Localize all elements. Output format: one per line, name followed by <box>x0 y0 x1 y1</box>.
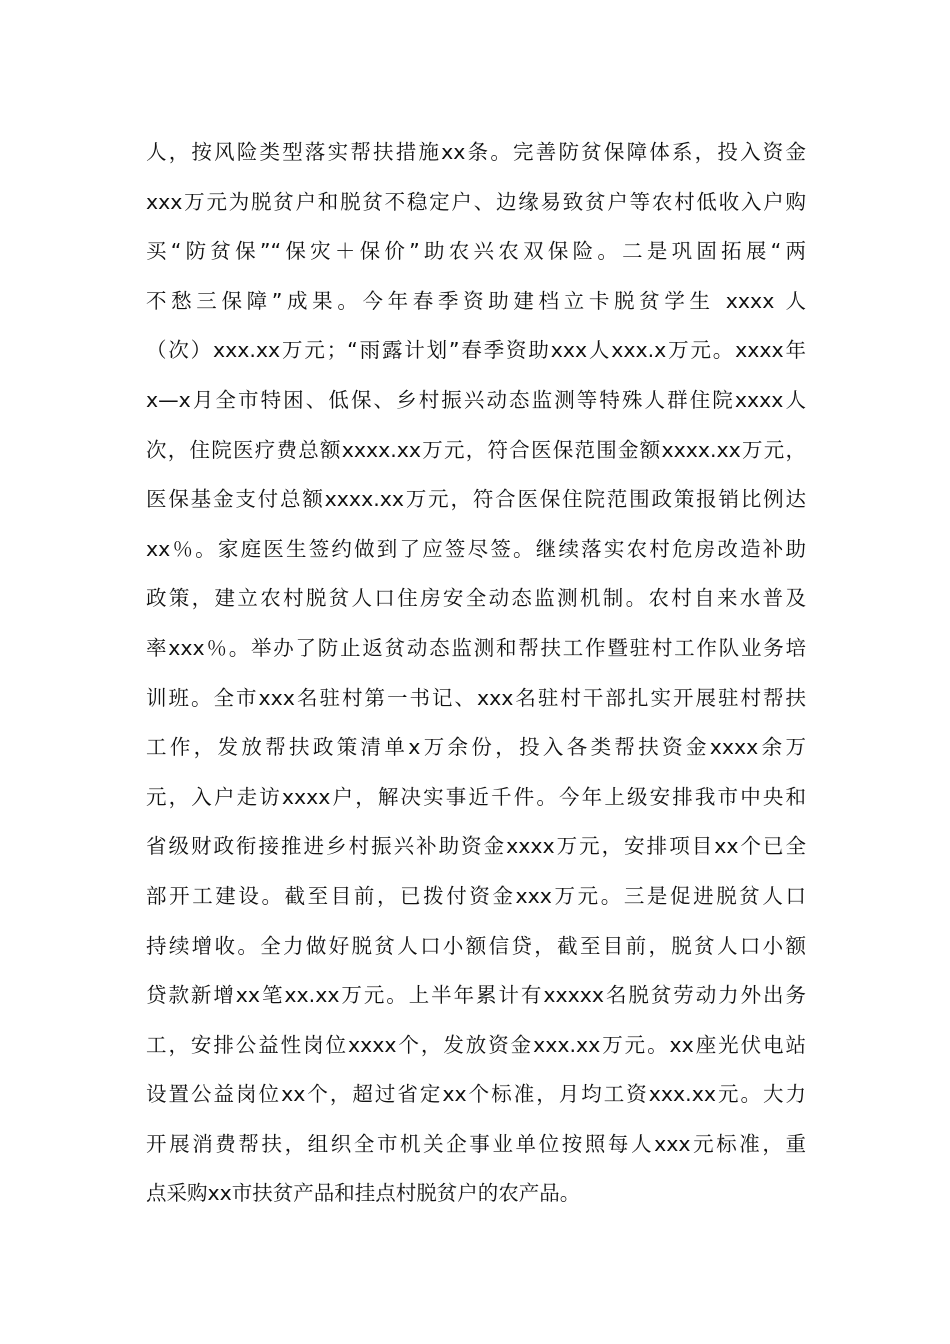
text-line: 工作，发放帮扶政策清单x万余份，投入各类帮扶资金xxxx余万 <box>146 735 806 760</box>
text-line: 次，住院医疗费总额xxxx.xx万元，符合医保范围金额xxxx.xx万元， <box>146 437 806 462</box>
body-paragraph <box>146 128 806 1219</box>
text-line: 买“防贫保”“保灾＋保价”助农兴农双保险。二是巩固拓展“两 <box>146 239 806 264</box>
text-line: 医保基金支付总额xxxx.xx万元，符合医保住院范围政策报销比例达 <box>146 487 806 512</box>
text-line: 人，按风险类型落实帮扶措施xx条。完善防贫保障体系，投入资金 <box>146 140 806 164</box>
text-line: 持续增收。全力做好脱贫人口小额信贷，截至目前，脱贫人口小额 <box>146 933 806 958</box>
text-line: 贷款新增xx笔xx.xx万元。上半年累计有xxxxx名脱贫劳动力外出务 <box>146 983 806 1008</box>
text-line: （次）xxx.xx万元；“雨露计划”春季资助xxx人xxx.x万元。xxxx年 <box>146 338 806 363</box>
text-line: 元，入户走访xxxx户，解决实事近千件。今年上级安排我市中央和 <box>146 784 806 809</box>
text-line: 开展消费帮扶，组织全市机关企事业单位按照每人xxx元标准，重 <box>146 1131 806 1156</box>
text-line: 工，安排公益性岗位xxxx个，发放资金xxx.xx万元。xx座光伏电站 <box>146 1032 806 1057</box>
text-line: 不愁三保障”成果。今年春季资助建档立卡脱贫学生 xxxx 人 <box>146 288 806 313</box>
text-line: 政策，建立农村脱贫人口住房安全动态监测机制。农村自来水普及 <box>146 586 806 611</box>
text-line: xxx万元为脱贫户和脱贫不稳定户、边缘易致贫户等农村低收入户购 <box>146 189 806 214</box>
text-line: x—x月全市特困、低保、乡村振兴动态监测等特殊人群住院xxxx人 <box>146 387 806 412</box>
text-line: 点采购xx市扶贫产品和挂点村脱贫户的农产品。 <box>146 1181 581 1206</box>
text-line: 部开工建设。截至目前，已拨付资金xxx万元。三是促进脱贫人口 <box>146 883 806 908</box>
text-line: 训班。全市xxx名驻村第一书记、xxx名驻村干部扎实开展驻村帮扶 <box>146 685 806 710</box>
text-line: 省级财政衔接推进乡村振兴补助资金xxxx万元，安排项目xx个已全 <box>146 834 806 859</box>
text-line: xx％。家庭医生签约做到了应签尽签。继续落实农村危房改造补助 <box>146 536 806 561</box>
text-line: 设置公益岗位xx个，超过省定xx个标准，月均工资xxx.xx元。大力 <box>146 1082 806 1107</box>
text-line: 率xxx％。举办了防止返贫动态监测和帮扶工作暨驻村工作队业务培 <box>146 635 806 660</box>
